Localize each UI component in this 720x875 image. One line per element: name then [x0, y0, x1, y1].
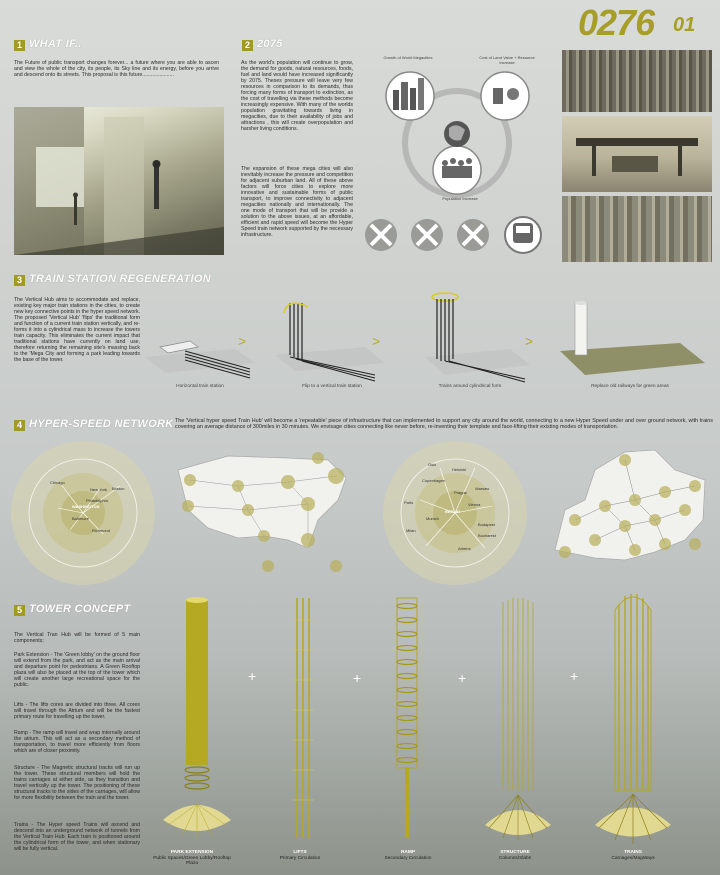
plus-4: + [570, 668, 579, 684]
component-name-0: PARK EXTENSION [170, 850, 214, 855]
component-name-2: RAMP [400, 850, 416, 855]
section-5-structure: Structure - The Magnetic structural tracks will run up the tower. These structural members will hold the trains carriages at either side, as they transition and travel vertically up the tower. The positioning of these structural tracks to the sides of the carriages, will allow for more flexibility between the train and the tower. [14, 765, 140, 801]
arrow-1: > [238, 333, 247, 349]
tower-structure [485, 598, 551, 840]
component-sub-3: Columns/Slabs [498, 856, 532, 861]
section-2-title: 2075 [257, 38, 283, 50]
dense-city-photo [562, 50, 712, 112]
europe-city-1: Helsinki [452, 467, 467, 472]
section-5-ramp: Ramp - The ramp will travel and wrap internally around the atrium. This will act as a secondary method of transportation, to travel more efficiently from floors which are of closer proximity. [14, 730, 140, 754]
section-2-paragraph-2: The expansion of these mega cities will also inevitably increase the pressure and competition for adjacent suburban land. All of these above factors will force cities to explore more innovative and sustainable forms of public transport, to improve connectivity to adjacent megacities nationally and internationally. The one mode of transport that will be provide a solution to the above issues, at an affordable, efficient and rapid speed will become the Hyper Speed train network supported by the necessary infrastructure. [241, 166, 353, 238]
train-icon [505, 217, 541, 253]
section-4-text: The 'Vertical hyper speed Train Hub' will become a 'repeatable' piece of infrastructure that can implemented to support any city around the world, connecting to a new Hyper Speed under and over ground network, with trains covering an average distance of 300miles in 30 minutes. We envisage cities connecting like never before, re-inventing their template and face-lifting their existing modes of transportation. [175, 418, 713, 431]
section-5-intro: The Vertical Tran Hub will be formed of 5 main components; [14, 632, 140, 644]
tower-components [145, 590, 717, 852]
megacity-skyline-photo [562, 196, 712, 262]
europe-city-11: Athens [458, 546, 471, 551]
diagram-label-population: Population Increase [442, 196, 478, 201]
ship-crossed-icon [411, 219, 443, 251]
europe-city-7: Warsaw [475, 486, 490, 491]
usa-city-1: New York [90, 487, 107, 492]
section-5-lifts: Lifts - The lifts cores are divided into three. All cores will travel through the Atrium and will be the fastest primary route for travelling up the tower. [14, 702, 140, 720]
station-interior-render [14, 107, 224, 255]
plus-2: + [353, 670, 362, 686]
europe-center-city: BERLIN [445, 509, 460, 514]
plus-1: + [248, 668, 257, 684]
cylindrical-trains-model [425, 293, 530, 382]
europe-city-8: Budapest [478, 522, 495, 527]
section-3-text: The Vertical Hub aims to accommodate and replace, existing key major train stations in the cities, to create new key connective points in the hyper speed network. The proposed 'Vertical Hub' 'flips' the traditional form and function of a current train station vertically, and re-forms it into a cylindrical mass to increase the towers train capacity. This eliminates the current impact that traditional stations have currently on land use, therefore returning the remaining site's massing back to the 'Mega City and forming a park leading towards the base of the tower. [14, 297, 140, 363]
tower-lifts [292, 598, 314, 838]
component-name-3: STRUCTURE [500, 850, 530, 855]
usa-radial-diagram [8, 438, 158, 588]
step-caption-4: Replace old railways for green areas [591, 384, 669, 389]
section-1-number: 1 [14, 40, 25, 51]
section-4-title: HYPER-SPEED NETWORK [29, 418, 174, 430]
tower-park-extension [163, 597, 231, 838]
europe-city-4: Vienna [468, 502, 481, 507]
arrow-2: > [372, 333, 381, 349]
usa-city-3: Boston [112, 486, 125, 491]
europe-network-map [535, 440, 715, 580]
europe-city-6: Munich [426, 516, 439, 521]
section-4-number: 4 [14, 420, 25, 431]
component-sub-4: Carriages/MagWays [611, 856, 655, 861]
section-1-text: The Future of public transport changes forever... a future where you are able to ascen and view the whole of the city, its people, its Sky line and its energy, before you arrive and descend onto its streets. This proposal is this future...................... [14, 60, 219, 78]
europe-city-2: Copenhagen [422, 478, 445, 483]
plus-3: + [458, 670, 467, 686]
section-1-title: WHAT IF.. [29, 38, 82, 50]
europe-city-0: Oslo [428, 462, 437, 467]
component-name-4: TRAINS [624, 850, 642, 855]
usa-city-0: Chicago [50, 480, 65, 485]
section-5-number: 5 [14, 605, 25, 616]
regeneration-sequence [140, 285, 715, 400]
section-5-park: Park Extension - The 'Green lobby' on the ground floor will extend from the park, and act as the main arrival and departure point for pedestrians. A Green Rooftop plaza will also be placed at the top of the tower which will create another large recreational space for the public. [14, 652, 140, 688]
vertical-flip-model [275, 303, 385, 381]
green-areas-model [560, 301, 705, 375]
usa-city-4: Baltimore [72, 516, 89, 521]
component-sub-0: Public Spaces/Green Lobby/Rooftop Plaza [153, 856, 231, 866]
component-name-1: LIFTS [293, 850, 307, 855]
step-caption-2: Flip to a vertical train station [302, 384, 362, 389]
megacity-cycle-diagram [365, 48, 555, 218]
section-2-number: 2 [242, 40, 253, 51]
tower-trains [595, 594, 671, 844]
section-3-number: 3 [14, 275, 25, 286]
europe-city-3: Prague [454, 490, 467, 495]
sheet-number: 01 [673, 14, 696, 36]
step-caption-1: Horizontal train station [176, 384, 224, 389]
step-caption-3: Trains around cylindrical form [438, 384, 502, 389]
component-sub-1: Primary Circulation [279, 856, 321, 861]
usa-city-5: Richmond [92, 528, 111, 533]
europe-city-10: Bucharest [478, 533, 497, 538]
arrow-3: > [525, 333, 534, 349]
section-5-title: TOWER CONCEPT [29, 603, 131, 615]
section-3-title: TRAIN STATION REGENERATION [29, 273, 211, 285]
plane-crossed-icon [457, 219, 489, 251]
tower-ramp [397, 598, 417, 838]
diagram-label-growth: Growth of World Megacities [383, 55, 433, 60]
section-2-paragraph-1: As the world's population will continue to grow, the demand for goods, natural resources, foods, fuel and land would have increased significantly by 2075. Theses pressure will leave very few resources in comparison to its demands, thus forcing many forms of transport to extinction, as the cost of travelling via these methods become increasingly expensive. With many of the worlds population gravitating towards living in megacities, due to their availability of jobs and attractions , this will create overpopulation and harsher living conditions. [241, 60, 353, 132]
board-number: 0276 [578, 2, 655, 43]
usa-city-2: Philadelphia [86, 498, 108, 503]
usa-network-map [168, 440, 363, 580]
section-5-trains: Trains - The Hyper speed Trains will ascend and descend into an underground network of tunnels from the Vertical Train Hub. Each train is positioned around the cylindrical form of the tower, and when stationary will be fully vertical. [14, 822, 140, 852]
transport-icons-row [363, 213, 553, 261]
abandoned-station-photo [562, 116, 712, 192]
diagram-label-cost: Cost of Land Value + Resource Increase [479, 55, 535, 65]
europe-city-5: Paris [404, 500, 414, 505]
component-sub-2: Secondary Circulation [384, 856, 432, 861]
car-crossed-icon [365, 219, 397, 251]
usa-center-city: WASHINGTON [72, 504, 100, 509]
europe-city-9: Milan [406, 528, 416, 533]
